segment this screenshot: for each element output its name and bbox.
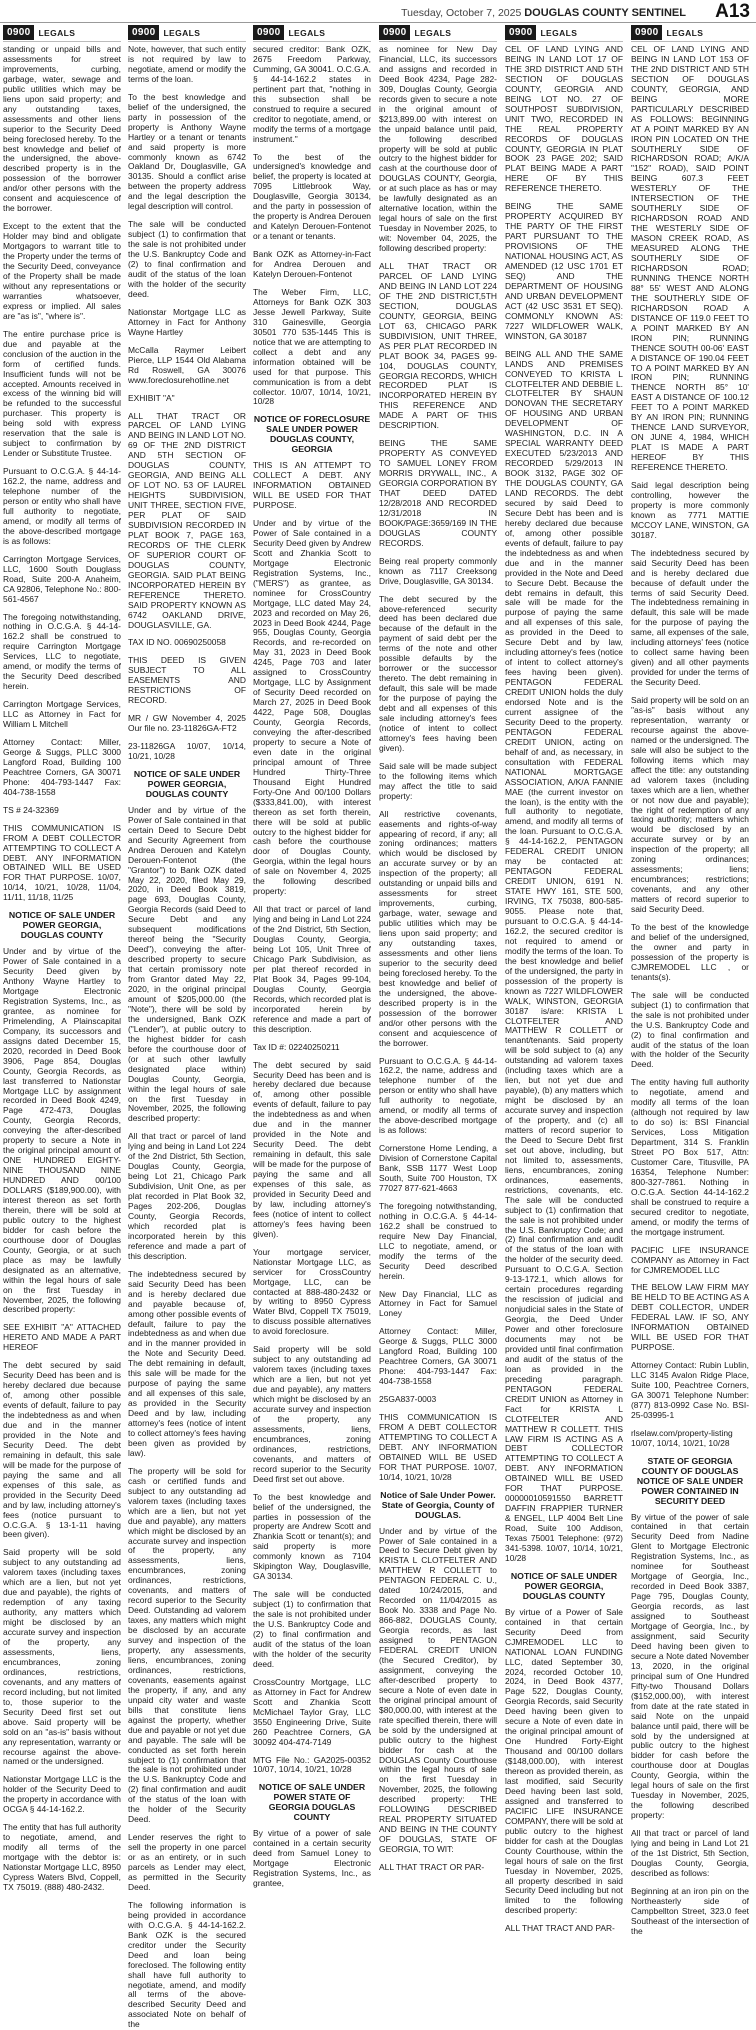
notice-paragraph: The foregoing notwithstanding, nothing in O.C.G.A. § 44-14-162.2 shall be construed to require Carrington Mortgage Services, LLC to negotiate, amend, or modify the terms of the Security Deed described herein. xyxy=(3,611,121,692)
notice-heading: NOTICE OF SALE UNDER POWER GEORGIA, DOUGLAS COUNTY xyxy=(8,910,116,941)
notice-paragraph: The entity that has full authority to negotiate, amend, and modify all terms of the mortgage with the debtor is: Nationstar Mortgage LLC, 8950 Cypress Waters Blvd, Coppell, TX 75019. (888) 480-2432. xyxy=(3,1822,121,1892)
notice-paragraph: The entire purchase price is due and payable at the conclusion of the auction in the form of certified funds. Insufficient funds will not be accepted. Amounts received in excess of the winning bid will be refunded to the successful purchaser. This property is being sold with express reservation that the sale is subject to confirmation by Lender or Substitute Trustee. xyxy=(3,328,121,459)
notice-paragraph: The sale will be conducted subject (1) to confirmation that the sale is not prohibited under the U.S. Bankruptcy Code and (2) to final confirmation and audit of the status of the loan with the holder of the security deed. xyxy=(128,219,246,299)
section-label: LEGALS xyxy=(288,27,326,38)
notice-heading: NOTICE OF SALE UNDER POWER STATE OF GEORGIA DOUGLAS COUNTY xyxy=(258,1782,366,1823)
notice-paragraph: Except to the extent that the Holder may bind and obligate Mortgagors to warrant title to the Property under the terms of the Security Deed, conveyance of the Property shall be made without any representations or warranties whatsoever, express or implied. All sales are "as is", "where is". xyxy=(3,221,121,321)
legal-column-2 xyxy=(128,24,246,2030)
notice-paragraph: The debt secured by said Security Deed has been and is hereby declared due because of, among other possible events of default, failure to pay the indebtedness as and when due and in the manner provided in the Note and Security Deed. The debt remaining in default, this sale will be made for the purpose of paying the same and all expenses of this sale, as provided in the Security Deed and by law, including attorney's fees (notice pursuant to O.C.G.A. § 13-1-11 having been given). xyxy=(3,1360,121,1540)
section-code: 0900 xyxy=(379,25,410,40)
notice-paragraph: All that tract or parcel of land lying and being in Land Lot 224 of the 2nd District, 5th Section, Douglas County, Georgia, being Lot 21, Chicago Park Subdivision, Unit One, as per plat recorded in Plat Book 32, Pages 202-206, Douglas County, Georgia Records, which recorded plat is incorporated herein by this reference and made a part of this description. xyxy=(128,1131,246,1261)
notice-paragraph: BEING THE SAME PROPERTY ACQUIRED BY THE PARTY OF THE FIRST PART PURSUANT TO THE PROVISIONS OF THE NATIONAL HOUSING ACT, AS AMENDED (12 USC 1701 ET SEQ) AND THE DEPARTMENT OF HOUSING AND URBAN DEVELOPMENT ACT (42 USC 3531 ET SEQ). COMMONLY KNOWN AS: 7227 WILDFLOWER WALK, WINSTON, GA 30187 xyxy=(505,201,623,341)
notice-paragraph: Tax ID #: 02240250211 xyxy=(253,1041,340,1052)
notice-paragraph: standing or unpaid bills and assessments for street improvements, curbing, garbage, water, sewage and public utilities which may be liens upon said property; and any outstanding taxes, assessments and other liens superior to the Security Deed being foreclosed hereby. To the best knowledge and belief of the undersigned, the above-described property is in the possession of the borrower and/or other persons with the consent and acquiescence of the borrower. xyxy=(3,44,121,214)
section-code: 0900 xyxy=(128,25,159,40)
notice-paragraph: MTG File No.: GA2025-00352 10/07, 10/14, 10/21, 10/28 xyxy=(253,1754,371,1775)
notice-paragraph: The sale will be conducted subject (1) to confirmation that the sale is not prohibited under the U.S. Bankruptcy Code and (2) to final confirmation and audit of the status of the loan with the holder of the Security Deed. xyxy=(631,989,749,1070)
section-tag xyxy=(128,24,246,42)
notice-heading: Notice of Sale Under Power. State of Georgia, County of DOUGLAS. xyxy=(380,1489,496,1520)
notice-paragraph: secured creditor: Bank OZK, 2675 Freedom Parkway, Cumming, GA 30041. O.C.G.A. § 44-14-162.2 states in pertinent part that, "nothing in this subsection shall be construed to require a secured creditor to negotiate, amend, or modify the terms of a mortgage instrument." xyxy=(253,44,371,144)
legal-notice-text xyxy=(505,45,623,1934)
legal-notice-text xyxy=(3,45,121,1893)
notice-paragraph: ALL THAT TRACT OR PARCEL OF LAND LYING AND BEING IN LAND LOT NO. 69 OF THE 2ND DISTRICT AND 5TH SECTION OF DOUGLAS COUNTY, GEORGIA, AND BEING ALL OF LOT NO. 53 OF LAUREL HEIGHTS SUBDIVISION, UNIT THREE, SECTION FIVE, PER PLAT OF SAID SUBDIVISION RECORDED IN PLAT BOOK 7, PAGE 163, RECORDS OF THE CLERK OF SUPERIOR COURT OF DOUGLAS COUNTY, GEORGIA. SAID PLAT BEING INCORPORATED HEREIN BY REFERENCE THERETO. SAID PROPERTY KNOWN AS 6742 OAKLAND DRIVE, DOUGLASVILLE, GA. xyxy=(128,410,246,630)
notice-paragraph: The property will be sold for cash or certified funds and subject to any outstanding ad valorem taxes (including taxes which are a lien, but not yet due and payable), any matters which might be disclosed by an accurate survey and inspection of the property, any assessments, liens, encumbrances, zoning ordinances, restrictions, covenants, and matters of record superior to the Security Deed. Outstanding ad valorem taxes, any matters which might be disclosed by an accurate survey and inspection of the property, any assessments, liens, encumbrances, zoning ordinances, restrictions, covenants, easements against the property, if any, and any unpaid city water and waste bills that constitute liens against the property, whether due and payable or not yet due and payable. The sale will be conducted as set forth herein subject to (1) confirmation that the sale is not prohibited under the U.S. Bankruptcy Code and (2) final confirmation and audit of the status of the loan with the holder of the Security Deed. xyxy=(128,1465,246,1825)
legal-column-4 xyxy=(379,24,497,1873)
notice-paragraph: THIS DEED IS GIVEN SUBJECT TO ALL EASEMENTS AND RESTRICTIONS OF RECORD. xyxy=(128,655,246,706)
notice-paragraph: The indebtedness secured by said Security Deed has been and is hereby declared due and payable because of, among other possible events of default, failure to pay the indebtedness as and when due and in the manner provided in the Note and Security Deed. The debt remaining in default, this sale will be made for the purpose of paying the same and all expenses of this sale, as provided in the Security Deed and by law, including attorney's fees (notice of intent to collect attorney's fees having been given as provided by law). xyxy=(128,1268,246,1458)
notice-heading: NOTICE OF SALE UNDER POWER GEORGIA, DOUGLAS COUNTY xyxy=(510,1570,618,1601)
legal-notice-text xyxy=(253,45,371,1889)
notice-paragraph: Said legal description being controlling, however the property is more commonly known as 7771 MATTIE MCCOY LANE, WINSTON, GA 30187. xyxy=(631,479,749,540)
section-label: LEGALS xyxy=(163,27,201,38)
section-tag xyxy=(631,24,749,42)
notice-paragraph: CEL OF LAND LYING AND BEING IN LAND LOT 17 OF THE 3RD DISTRICT AND 5TH SECTION OF DOUGLAS COUNTY, GEORGIA AND BEING LOT NO. 27 OF SOUTHPOST SUBDIVISION, UNIT TWO, RECORDED IN THE REAL PROPERTY RECORDS OF DOUGLAS COUNTY, GEORGIA IN PLAT BOOK 23 PAGE 202; SAID PLAT BEING MADE A PART HERE OF BY THIS REFERENCE THERETO. xyxy=(505,44,623,194)
section-label: LEGALS xyxy=(540,27,578,38)
notice-paragraph: By virtue of the power of sale contained in that certain Security Deed from Nadine Glent to Mortgage Electronic Registration Systems, Inc., as nominee for Southeast Mortgage of Georgia, Inc., recorded in Deed Book 3387, Page 795, Douglas County, Georgia records, as last assigned to Southeast Mortgage of Georgia, Inc., by assignment, said Security Deed having been given to secure a Note dated November 13, 2020, in the original principal sum of One Hundred Fifty-two Thousand Dollars ($152,000.00), with interest from date at the rate stated in said Note on the unpaid balance until paid, there will be sold by the undersigned at public outcry to the highest bidder for cash before the courthouse door at Douglas County, Georgia, within the legal hours of sale on the first Tuesday in November, 2025, the following described property: xyxy=(631,1511,749,1821)
notice-paragraph: All that tract or parcel of land lying and being in Land Lot 224 of the 2nd District, 5th Section, Douglas County, Georgia, being Lot 105, Unit Three of Chicago Park Subdivision, as per plat thereof recorded in Plat Book 34, Pages 99-104, Douglas County, Georgia Records, which recorded plat is incorporated herein by reference and made a part of this description. xyxy=(253,904,371,1034)
notice-paragraph: The following information is being provided in accordance with O.C.G.A. § 44-14-162.2. Bank OZK is the secured creditor under the Security Deed and loan being foreclosed. The following entity shall have full authority to negotiate, amend, and modify all terms of the above-described Security Deed and associated Note on behalf of the xyxy=(128,1899,246,2030)
section-code: 0900 xyxy=(505,25,536,40)
notice-paragraph: THIS IS AN ATTEMPT TO COLLECT A DEBT. ANY INFORMATION OBTAINED WILL BE USED FOR THAT PURPOSE. xyxy=(253,460,371,511)
notice-paragraph: The indebtedness secured by said Security Deed has been and is hereby declared due because of default under the terms of said Security Deed. The indebtedness remaining in default, this sale will be made for the purpose of paying the same, all expenses of the sale, including attorneys' fees (notice to collect same having been given) and all other payments provided for under the terms of the Security Deed. xyxy=(631,547,749,688)
dateline xyxy=(401,7,686,19)
legal-notice-text xyxy=(631,45,749,1937)
notice-paragraph: By virtue of a Power of Sale contained in that certain Security Deed from CJMREMODEL LLC to NATIONAL LOAN FUNDING LLC, dated September 30, 2024, recorded October 10, 2024, in Deed Book 4377, Page 522, Douglas County, Georgia Records, said Security Deed having been given to secure a Note of even date in the original principal amount of One Hundred Forty-Eight Thousand and 00/100 dollars ($148,000.00), with interest thereon as provided therein, as last modified, said Security Deed having been last sold, assigned and transferred to PACIFIC LIFE INSURANCE COMPANY, there will be sold at public outcry to the highest bidder for cash at the Douglas County Courthouse, within the legal hours of sale on the first Tuesday in November, 2025, all property described in said Security Deed including but not limited to the following described property: xyxy=(505,1606,623,1916)
notice-paragraph: EXHIBIT "A" xyxy=(128,392,175,403)
notice-paragraph: All that tract or parcel of land lying and being in Land Lot 21 of the 1st District, 5th Section, Douglas County, Georgia, described as follows: xyxy=(631,1828,749,1878)
notice-heading: NOTICE OF SALE UNDER POWER GEORGIA, DOUGLAS COUNTY xyxy=(133,769,241,799)
notice-paragraph: Beginning at an iron pin on the Northeasterly side of Campbellton Street, 323.0 feet Southeast of the intersection of the xyxy=(631,1885,749,1936)
notice-paragraph: To the best knowledge and belief of the undersigned, the parties in possession of the property are Andrew Scott and Zhankia Scott or tenant(s); and said property is more commonly known as 7104 Skipington Way, Douglasville, GA 30134. xyxy=(253,1491,371,1582)
notice-paragraph: McCalla Raymer Leibert Pierce, LLP 1544 Old Alabama Rd Roswell, GA 30076 www.foreclosurehotline.net xyxy=(128,344,246,385)
notice-paragraph: The debt secured by the above-referenced security deed has been declared due because of the default in the payment of said debt per the terms of the note and other possible defaults by the borrower or the successor thereto. The debt remaining in default, this sale will be made for the purpose of paying the debt and all expenses of this sale including attorney's fees (notice of intent to collect attorney's fees having been given). xyxy=(379,593,497,753)
notice-paragraph: To the best knowledge and belief of the undersigned, the party in possession of the property is Anthony Wayne Hartley or a tenant or tenants and said property is more commonly known as 6742 Oakland Dr, Douglasville, GA 30135. Should a conflict arise between the property address and the legal description the legal description will control. xyxy=(128,91,246,212)
paper-name: DOUGLAS COUNTY SENTINEL xyxy=(524,7,686,19)
section-tag xyxy=(3,24,121,42)
notice-paragraph: Carrington Mortgage Services, LLC, 1600 South Douglass Road, Suite 200-A Anaheim, CA 92806, Telephone No.: 800-561-4567 xyxy=(3,553,121,604)
section-tag xyxy=(505,24,623,42)
notice-paragraph: Under and by virtue of the Power of Sale contained in a Security Deed given by Andrew Scott and Zhankia Scott to Mortgage Electronic Registration Systems, Inc., ("MERS") as grantee, as nominee for CrossCountry Mortgage, LLC dated May 24, 2023 and recorded on May 26, 2023 in Deed Book 4244, Page 955, Douglas County, Georgia Records, and re-recorded on May 31, 2023 in Deed Book 4245, Page 703 and later assigned to CrossCountry Mortgage, LLC by Assignment of Security Deed recorded on March 27, 2025 in Deed Book 4422, Page 508, Douglas County, Georgia Records, conveying the after-described property to secure a Note of even date in the original principal amount of Three Hundred Thirty-Three Thousand Eight Hundred Forty-One And 00/100 Dollars ($333,841.00), with interest thereon as set forth therein, there will be sold at public outcry to the highest bidder for cash before the courthouse door of Douglas County, Georgia, within the legal hours of sale on November 4, 2025 the following described property: xyxy=(253,517,371,897)
notice-paragraph: The sale will be conducted subject (1) to confirmation that the sale is not prohibited under the U.S. Bankruptcy Code and (2) to final confirmation and audit of the status of the loan with the holder of the security deed. xyxy=(253,1589,371,1669)
notice-paragraph: The foregoing notwithstanding, nothing in O.C.G.A. § 44-14-162.2 shall be construed to require New Day Financial, LLC to negotiate, amend, or modify the terms of the Security Deed described herein. xyxy=(379,1200,497,1281)
notice-paragraph: as nominee for New Day Financial, LLC, its successors and assigns and recorded in Deed Book 4234, Page 282-309, Douglas County, Georgia records given to secure a note in the original amount of $213,899.00 with interest on the unpaid balance until paid, the following described property will be sold at public outcry to the highest bidder for cash at the courthouse door of DOUGLAS COUNTY, Georgia, or at such place as has or may be lawfully designated as an alternative location, within the legal hours of sale on the first Tuesday in November 2025, to wit: November 04, 2025, the following described property: xyxy=(379,44,497,254)
notice-paragraph: Attorney Contact: Miller, George & Suggs, PLLC 3000 Langford Road, Building 100 Peachtree Corners, GA 30071 Phone: 404-793-1447 Fax: 404-738-1558 xyxy=(379,1326,497,1387)
section-code: 0900 xyxy=(631,25,662,40)
notice-paragraph: All restrictive covenants, easements and rights-of-way appearing of record, if any; all zoning ordinances; matters which would be disclosed by an accurate survey or by an inspection of the property; all outstanding or unpaid bills and assessments for street improvements, curbing, garbage, water, sewage and public utilities which may be liens upon said property; and any outstanding taxes, assessments and other liens superior to the security deed being foreclosed hereby. To the best knowledge and belief of the undersigned, the above-described property is in the possession of the borrower and/or other persons with the consent and acquiescence of the borrower. xyxy=(379,808,497,1048)
notice-paragraph: By virtue of a power of sale contained in a certain security deed from Samuel Loney to Mortgage Electronic Registration Systems, Inc., as grantee, xyxy=(253,1828,371,1888)
legal-column-3 xyxy=(253,24,371,1888)
notice-paragraph: ALL THAT TRACT AND PAR- xyxy=(505,1923,615,1934)
notice-paragraph: Lender reserves the right to sell the property in one parcel or as an entirety, or in such parcels as Lender may elect, as permitted in the Security Deed. xyxy=(128,1832,246,1892)
notice-paragraph: Nationstar Mortgage LLC as Attorney in Fact for Anthony Wayne Hartley xyxy=(128,306,246,337)
notice-paragraph: 23-11826GA 10/07, 10/14, 10/21, 10/28 xyxy=(128,741,246,762)
notice-paragraph: The debt secured by said Security Deed has been and is hereby declared due because of, among other possible events of default, failure to pay the indebtedness as and when due and in the manner provided in the Note and Security Deed. The debt remaining in default, this sale will be made for the purpose of paying the same and all expenses of this sale, as provided in Security Deed and by law, including attorney's fees (notice of intent to collect attorney's fees having been given). xyxy=(253,1059,371,1239)
notice-paragraph: Your mortgage servicer, Nationstar Mortgage LLC, as servicer for CrossCountry Mortgage, LLC, can be contacted at 888-480-2432 or by writing to 8950 Cypress Water Blvd, Coppell TX 75019, to discuss possible alternatives to avoid foreclosure. xyxy=(253,1246,371,1337)
notice-paragraph: CrossCountry Mortgage, LLC as Attorney in Fact for Andrew Scott and Zhankia Scott McMichael Taylor Gray, LLC 3550 Engineering Drive, Suite 260 Peachtree Corners, GA 30092 404-474-7149 xyxy=(253,1676,371,1747)
notice-paragraph: Bank OZK as Attorney-in-Fact for Andrea Derouen and Katelyn Derouen-Fontenot xyxy=(253,249,371,280)
notice-paragraph: ALL THAT TRACT OR PARCEL OF LAND LYING AND BEING IN LAND LOT 224 OF THE 2ND DISTRICT,5TH SECTION, DOUGLAS COUNTY, GEORGIA, BEING LOT 63, CHICAGO PARK SUBDIVISION, UNIT THREE, AS PER PLAT RECORDED IN PLAT BOOK 34, PAGES 99-104, DOUGLAS COUNTY, GEORGIA RECORDS, WHICH RECORDED PLAT IS INCORPORATED HEREIN BY THIS REFERENCE AND MADE A PART OF THIS DESCRIPTION. xyxy=(379,261,497,431)
notice-paragraph: Pursuant to O.C.G.A. § 44-14-162.2, the name, address and telephone number of the person or entity who shall have full authority to negotiate, amend, or modify all terms of the above-described mortgage is as follows: xyxy=(379,1055,497,1136)
legal-column-6 xyxy=(631,24,749,1936)
notice-paragraph: CEL OF LAND LYING AND BEING IN LAND LOT 153 OF THE 2ND DISTRICT AND 5TH SECTION OF DOUGLAS COUNTY, GEORGIA, AND BEING MORE PARTICULARLY DESCRIBED AS FOLLOWS: BEGINNING AT A POINT MARKED BY AN IRON PIN LOCATED ON THE SOUTHERLY SIDE OF RICHARDSON ROAD; A/K/A "152" ROAD), SAID POINT BEING 607.3 FEET WESTERLY OF THE INTERSECTION OF THE SOUTHERLY SIDE OF RICHARDSON ROAD AND THE WESTERLY SIDE OF MASON CREEK ROAD, AS MEASURED ALONG THE SOUTHERLY SIDE OF RICHARDSON ROAD; RUNNING THENCE NORTH 88° 55' WEST AND ALONG THE SOUTHERLY SIDE OF RICHARDSON ROAD A DISTANCE OF 119.0 FEET TO A POINT MARKED BY AN IRON PIN; RUNNING THENCE SOUTH 00-06' EAST A DISTANCE OF 190.04 FEET TO A POINT MARKED BY AN IRON PIN; RUNNING THENCE NORTH 85° 10' EAST A DISTANCE OF 100.12 FEET TO A POINT MARKED BY AN IRON PIN; RUNNING THENCE LAND SURVEYOR, ON JUNE 4, 1984, WHICH PLAT IS MADE A PART HEREOF BY THIS REFERENCE THERETO. xyxy=(631,44,749,473)
notice-paragraph: Nationstar Mortgage LLC is the holder of the Security Deed to the property in accordance with OCGA § 44-14-162.2. xyxy=(3,1774,121,1815)
page-header xyxy=(0,0,756,23)
notice-paragraph: To the best of the undersigned's knowledge and belief, the property is located at 7095 Littlebrook Way, Douglasville, Georgia 30134, and the party in possession of the property is Andrea Derouen and Katelyn Derouen-Fontenot or a tenant or tenants. xyxy=(253,151,371,242)
notice-paragraph: 25GA837-0003 xyxy=(379,1394,437,1405)
section-tag xyxy=(253,24,371,42)
notice-paragraph: Attorney Contact: Miller, George & Suggs, PLLC 3000 Langford Road, Building 100 Peachtree Corners, GA 30071 Phone: 404-793-1447 Fax: 404-738-1558 xyxy=(3,737,121,797)
section-tag xyxy=(379,24,497,42)
notice-paragraph: THE BELOW LAW FIRM MAY BE HELD TO BE ACTING AS A DEBT COLLECTOR, UNDER FEDERAL LAW. IF SO, ANY INFORMATION OBTAINED WILL BE USED FOR THAT PURPOSE. xyxy=(631,1282,749,1353)
notice-paragraph: TS # 24-32369 xyxy=(3,804,59,815)
notice-paragraph: To the best of the knowledge and belief of the undersigned, the owner and party in possession of the property is CJMREMODEL LLC , or tenants(s). xyxy=(631,922,749,982)
notice-paragraph: Cornerstone Home Lending, a Division of Cornerstone Capital Bank, SSB 1177 West Loop South, Suite 700 Houston, TX 77027 877-621-4663 xyxy=(379,1143,497,1193)
section-code: 0900 xyxy=(253,25,284,40)
notice-paragraph: THIS COMMUNICATION IS FROM A DEBT COLLECTOR ATTEMPTING TO COLLECT A DEBT. ANY INFORMATION OBTAINED WILL BE USED FOR THAT PURPOSE. 10/07, 10/14, 10/21, 10/28, 11/04, 11/11, 11/18, 11/25 xyxy=(3,822,121,903)
date-text: Tuesday, October 7, 2025 xyxy=(401,7,525,19)
notice-paragraph: THIS COMMUNICATION IS FROM A DEBT COLLECTOR ATTEMPTING TO COLLECT A DEBT. ANY INFORMATION OBTAINED WILL BE USED FOR THAT PURPOSE. 10/07, 10/14, 10/21, 10/28 xyxy=(379,1412,497,1482)
notice-paragraph: SEE EXHIBIT "A" ATTACHED HERETO AND MADE A PART HEREOF xyxy=(3,1322,121,1353)
legal-notice-text xyxy=(379,45,497,1873)
notice-paragraph: Said sale will be made subject to the following items which may affect the title to said property: xyxy=(379,760,497,801)
section-code: 0900 xyxy=(3,25,34,40)
notice-paragraph: Pursuant to O.C.G.A. § 44-14-162.2, the name, address and telephone number of the person or entity who shall have full authority to negotiate, amend, or modify all terms of the above-described mortgage is as follows: xyxy=(3,466,121,546)
notice-paragraph: BEING ALL AND THE SAME LANDS AND PREMISES CONVEYED TO KRISTA L CLOTFELTER AND DEBBIE L. CLOTFELTER BY SHAUN DONOVAN THE SECRETARY OF HOUSING AND URBAN DEVELOPMENT OF WASHINGTON, D.C. IN A SPECIAL WARRANTY DEED EXECUTED 5/23/2013 AND RECORDED 5/29/2013 IN BOOK 3132, PAGE 302 OF THE DOUGLAS COUNTY, GA LAND RECORDS. The debt secured by said Deed to Secure Debt has been and is hereby declared due because of, among other possible events of default, failure to pay the indebtedness as and when due and in the manner provided in the Note and Deed to Secure Debt. Because the debt remains in default, this sale will be made for the purpose of paying the same and all expenses of this sale, as provided in the Deed to Secure Debt and by law, including attorney's fees (notice of intent to collect attorney's fees having been given). PENTAGON FEDERAL CREDIT UNION holds the duly endorsed Note and is the current assignee of the Security Deed to the property. PENTAGON FEDERAL CREDIT UNION, acting on behalf of and, as necessary, in consultation with FEDERAL NATIONAL MORTGAGE ASSOCIATION, A/K/A FANNIE MAE (the current investor on the loan), is the entity with the full authority to negotiate, amend, and modify all terms of the loan. Pursuant to O.C.G.A. § 44-14-162.2, PENTAGON FEDERAL CREDIT UNION may be contacted at: PENTAGON FEDERAL CREDIT UNION, 6191 N. STATE HWY 161, STE 500, IRVING, TX 75038, 800-585-9055. Please note that, pursuant to O.C.G.A. § 44-14-162.2, the secured creditor is not required to amend or modify the terms of the loan. To the best knowledge and belief of the undersigned, the party in possession of the property is known as 7227 WILDFLOWER WALK, WINSTON, GEORGIA 30187 is/are: KRISTA L CLOTFELTER AND MATTHEW R COLLETT or tenant/tenants. Said property will be sold subject to (a) any outstanding ad valorem taxes (including taxes which are a lien, but not yet due and payable), (b) any matters which might be disclosed by an accurate survey and inspection of the property, and (c) all matters of record superior to the Deed to Secure Debt first set out above, including, but not limited to, assessments, liens, encumbrances, zoning ordinances, easements, restrictions, covenants, etc. The sale will be conducted subject to (1) confirmation that the sale is not prohibited under the U.S. Bankruptcy Code; and (2) final confirmation and audit of the status of the loan with the holder of the security deed. Pursuant to O.C.G.A. Section 9-13-172.1, which allows for certain procedures regarding the rescission of judicial and nonjudicial sales in the State of Georgia, the Deed Under Power and other foreclosure documents may not be provided until final confirmation and audit of the status of the loan as provided in the preceding paragraph. PENTAGON FEDERAL CREDIT UNION as Attorney in Fact for KRISTA L CLOTFELTER AND MATTHEW R COLLETT. THIS LAW FIRM IS ACTING AS A DEBT COLLECTOR ATTEMPTING TO COLLECT A DEBT. ANY INFORMATION OBTAINED WILL BE USED FOR THAT PURPOSE. 00000010591550 BARRETT DAFFIN FRAPPIER TURNER & ENGEL, LLP 4004 Belt Line Road, Suite 100 Addison, Texas 75001 Telephone: (972) 341-5398. 10/07, 10/14, 10/21, 10/28 xyxy=(505,348,623,1563)
notice-heading: STATE OF GEORGIA COUNTY OF DOUGLAS NOTICE OF SALE UNDER POWER CONTAINED IN SECURITY DEED xyxy=(636,1455,744,1506)
notice-paragraph: Attorney Contact: Rubin Lublin, LLC 3145 Avalon Ridge Place, Suite 100, Peachtree Corners, GA 30071 Telephone Number: (877) 813-0992 Case No. BSI-25-03995-1 xyxy=(631,1360,749,1420)
notice-paragraph: The Weber Firm, LLC, Attorneys for Bank OZK 303 Jesse Jewell Parkway, Suite 310 Gainesville, Georgia 30501 770 535-1445 This is notice that we are attempting to collect a debt and any information obtained will be used for that purpose. This communication is from a debt collector. 10/07, 10/14, 10/21, 10/28 xyxy=(253,286,371,407)
notice-paragraph: Said property will be sold subject to any outstanding ad valorem taxes (including taxes which are a lien, but not yet due and payable), any matters which might be disclosed by an accurate survey and inspection of the property, any assessments, liens, encumbrances, zoning ordinances, restrictions, covenants, and matters of record superior to the Security Deed first set out above. xyxy=(253,1344,371,1484)
notice-paragraph: Being real property commonly known as 7117 Creeksong Drive, Douglasville, GA 30134. xyxy=(379,555,497,586)
legal-column-5 xyxy=(505,24,623,1934)
legal-notice-text xyxy=(128,45,246,2030)
notice-paragraph: The entity having full authority to negotiate, amend and modify all terms of the loan (although not required by law to do so) is: BSI Financial Services, Loss Mitigation Department, 314 S. Franklin Street PO Box 517, Attn: Customer Care, Titusville, PA 16354, Telephone Number: 800-327-7861. Nothing in O.C.G.A. Section 44-14-162.2 shall be construed to require a secured creditor to negotiate, amend, or modify the terms of the mortgage instrument. xyxy=(631,1077,749,1237)
notice-paragraph: Under and by virtue of the Power of Sale contained in that certain Deed to Secure Debt and Security Agreement from Andrea Derouen and Katelyn Derouen-Fontenot (the "Grantor") to Bank OZK dated May 22, 2020, filed May 29, 2020, in Deed Book 3819, page 693, Douglas County, Georgia Records (said Deed to Secure Debt and any subsequent modifications thereof being the "Security Deed"), conveying the after-described property to secure that certain promissory note from Grantor dated May 22, 2020, in the original principal amount of $205,000.00 (the "Note"), there will be sold by the undersigned, Bank OZK ("Lender"), at public outcry to the highest bidder for cash before the courthouse door of (or at such other lawfully designated place within) Douglas County, Georgia, within the legal hours of sale on the first Tuesday in November, 2025, the following described property: xyxy=(128,804,246,1124)
section-label: LEGALS xyxy=(666,27,704,38)
notice-paragraph: Under and by virtue of the Power of Sale contained in a Deed to Secure Debt given by KRISTA L CLOTFELTER AND MATTHEW R COLLETT to PENTAGON FEDERAL C. U., dated 10/24/2015, and Recorded on 11/04/2015 as Book No. 3338 and Page No. 866-882, DOUGLAS County, Georgia records, as last assigned to PENTAGON FEDERAL CREDIT UNION (the Secured Creditor), by assignment, conveying the after-described property to secure a Note of even date in the original principal amount of $80,000.00, with interest at the rate specified therein, there will be sold by the undersigned at public outcry to the highest bidder for cash at the DOUGLAS County Courthouse within the legal hours of sale on the first Tuesday in November, 2025, the following described property: THE FOLLOWING DESCRIBED REAL PROPERTY SITUATED AND BEING IN THE COUNTY OF DOUGLAS, STATE OF GEORGIA, TO WIT: xyxy=(379,1525,497,1855)
notice-heading: NOTICE OF FORECLOSURE SALE UNDER POWER DOUGLAS COUNTY, GEORGIA xyxy=(253,414,371,455)
notice-paragraph: Said property will be sold on an "as-is" basis without any representation, warranty or recourse against the above-named or the undersigned. The sale will also be subject to the following items which may affect the title: any outstanding ad valorem taxes (including taxes which are a lien, whether or not now due and payable); the right of redemption of any taxing authority; matters which would be disclosed by an accurate survey or by an inspection of the property; all zoning ordinances; assessments; liens; encumbrances; restrictions; covenants, and any other matters of record superior to said Security Deed. xyxy=(631,695,749,915)
page-number: A13 xyxy=(715,1,750,22)
notice-paragraph: Under and by virtue of the Power of Sale contained in a Security Deed given by Anthony Wayne Hartley to Mortgage Electronic Registration Systems, Inc., as grantee, as nominee for Primelending, A Plainscapital Company, its successors and assigns dated December 15, 2020, recorded in Deed Book 3906, Page 854, Douglas County, Georgia Records, as last transferred to Nationstar Mortgage LLC by assignment recorded in Deed Book 4249, Page 472-473, Douglas County, Georgia Records, conveying the after-described property to secure a Note in the original principal amount of ONE HUNDRED EIGHTY-NINE THOUSAND NINE HUNDRED AND 00/100 DOLLARS ($189,900.00), with interest thereon as set forth therein, there will be sold at public outcry to the highest bidder for cash before the courthouse door of Douglas County, Georgia, or at such place as may be lawfully designated as an alternative, within the legal hours of sale on the first Tuesday in November, 2025, the following described property: xyxy=(3,946,121,1315)
notice-paragraph: Note, however, that such entity is not required by law to negotiate, amend or modify the terms of the loan. xyxy=(128,44,246,84)
legal-column-1 xyxy=(3,24,121,1892)
notice-paragraph: ALL THAT TRACT OR PAR- xyxy=(379,1862,485,1873)
section-label: LEGALS xyxy=(38,27,76,38)
notice-paragraph: TAX ID NO. 00690250058 xyxy=(128,637,226,648)
section-label: LEGALS xyxy=(414,27,452,38)
notice-paragraph: MR / GW November 4, 2025 Our file no. 23-11826GA-FT2 xyxy=(128,713,246,734)
notice-paragraph: BEING THE SAME PROPERTY AS CONVEYED TO SAMUEL LONEY FROM MORRIS DRYWALL, INC., A GEORGIA CORPORATION BY THAT DEED DATED 12/28/2018 AND RECORDED 12/31/2018 IN BOOK/PAGE:3659/169 IN THE DOUGLAS COUNTY RECORDS. xyxy=(379,438,497,548)
notice-paragraph: Said property will be sold subject to any outstanding ad valorem taxes (including taxes which are a lien, but not yet due and payable), the rights of redemption of any taxing authority, any matters which might be disclosed by an accurate survey and inspection of the property, any assessments, liens, encumbrances, zoning ordinances, restrictions, covenants, and any matters of record including, but not limited to, those superior to the Security Deed first set out above. Said property will be sold on an "as-is" basis without any representation, warranty or recourse against the above-named or the undersigned. xyxy=(3,1547,121,1767)
notice-paragraph: New Day Financial, LLC as Attorney in Fact for Samuel Loney xyxy=(379,1288,497,1319)
notice-paragraph: rlselaw.com/property-listing 10/07, 10/14, 10/21, 10/28 xyxy=(631,1427,733,1448)
notice-paragraph: Carrington Mortgage Services, LLC as Attorney in Fact for William L Mitchell xyxy=(3,699,121,730)
notice-paragraph: PACIFIC LIFE INSURANCE COMPANY as Attorney in Fact for CJMREMODEL LLC xyxy=(631,1244,749,1275)
